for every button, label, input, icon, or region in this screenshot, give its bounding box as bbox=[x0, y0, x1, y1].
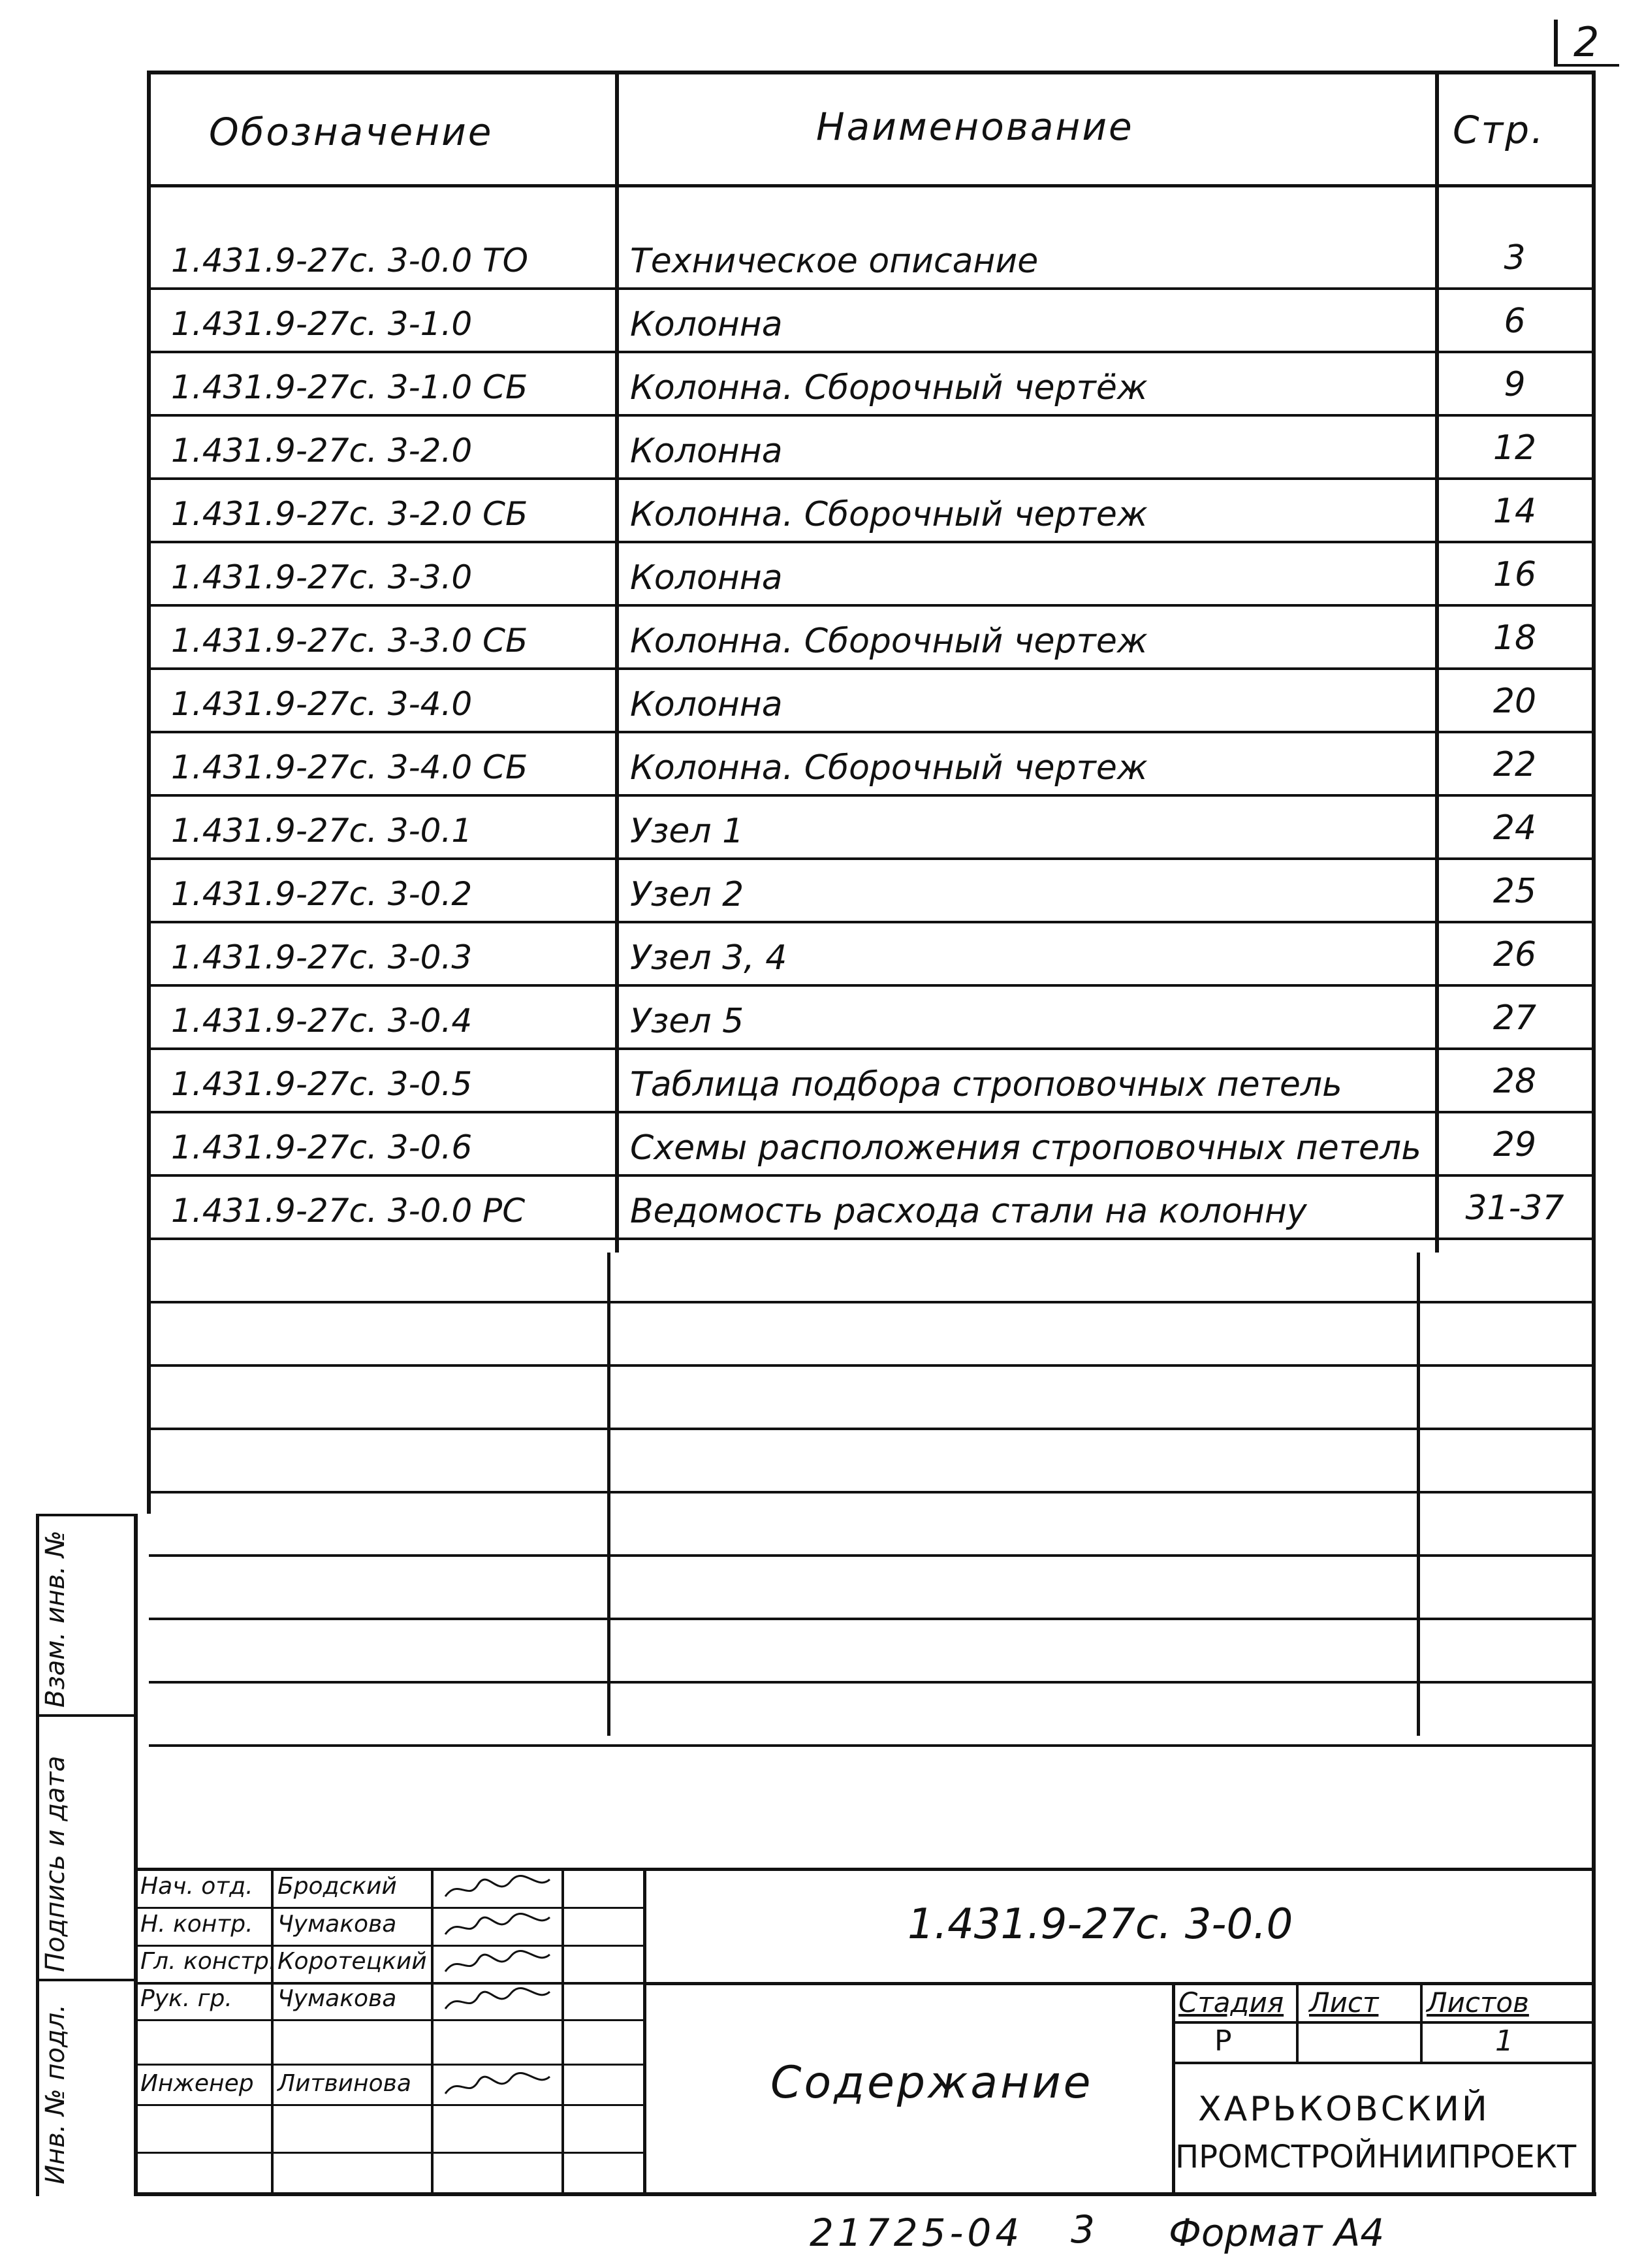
row-line bbox=[149, 1681, 1593, 1684]
sheets-label: Листов bbox=[1427, 1987, 1529, 2019]
row-line bbox=[149, 541, 1593, 543]
row-line bbox=[149, 984, 1593, 987]
document-code: 1.431.9-27с. 3-0.0 bbox=[908, 1900, 1293, 1949]
row-designation: 1.431.9-27с. 3-0.2 bbox=[171, 875, 473, 913]
row-name: Техническое описание bbox=[630, 242, 1039, 281]
row-page: 27 bbox=[1493, 998, 1537, 1038]
row-designation: 1.431.9-27с. 3-0.3 bbox=[171, 938, 473, 976]
row-page: 16 bbox=[1493, 555, 1537, 594]
row-name: Колонна. Сборочный чертеж bbox=[630, 495, 1148, 534]
signer-name: Бродский bbox=[277, 1873, 397, 1900]
row-line bbox=[149, 414, 1593, 417]
row-designation: 1.431.9-27с. 3-0.5 bbox=[171, 1065, 473, 1103]
sheet-label: Лист bbox=[1309, 1987, 1379, 2019]
row-name: Колонна. Сборочный чертеж bbox=[630, 748, 1148, 788]
row-page: 3 bbox=[1504, 238, 1526, 278]
row-designation: 1.431.9-27с. 3-0.0 ТО bbox=[171, 242, 528, 280]
row-line bbox=[149, 351, 1593, 353]
organization-line1: ХАРЬКОВСКИЙ bbox=[1198, 2090, 1490, 2129]
row-page: 12 bbox=[1493, 428, 1537, 468]
signature-mark bbox=[439, 1872, 556, 1904]
row-name: Узел 3, 4 bbox=[630, 938, 787, 978]
row-line bbox=[149, 667, 1593, 670]
row-line bbox=[149, 1047, 1593, 1050]
header-designation: Обозначение bbox=[209, 110, 494, 154]
signer-name: Литвинова bbox=[277, 2070, 411, 2097]
signature-mark bbox=[439, 1984, 556, 2017]
row-designation: 1.431.9-27с. 3-0.4 bbox=[171, 1002, 473, 1040]
row-page: 25 bbox=[1493, 872, 1537, 911]
row-page: 24 bbox=[1493, 808, 1537, 848]
row-line bbox=[149, 1174, 1593, 1177]
row-line bbox=[149, 1238, 1593, 1240]
footer-inventory: 21725-04 bbox=[810, 2211, 1024, 2255]
row-name: Схемы расположения строповочных петель bbox=[630, 1128, 1421, 1168]
row-line bbox=[149, 794, 1593, 797]
signer-role: Гл. констр. bbox=[140, 1948, 277, 1975]
row-line bbox=[149, 287, 1593, 290]
header-name: Наименование bbox=[816, 104, 1134, 149]
row-name: Колонна. Сборочный чертёж bbox=[630, 368, 1148, 407]
row-designation: 1.431.9-27с. 3-3.0 СБ bbox=[171, 622, 528, 660]
row-designation: 1.431.9-27с. 3-2.0 bbox=[171, 432, 473, 470]
row-name: Колонна bbox=[630, 558, 783, 598]
signature-mark bbox=[439, 2069, 556, 2101]
signature-mark bbox=[439, 1947, 556, 1979]
row-name: Колонна. Сборочный чертеж bbox=[630, 622, 1148, 661]
sheets-value: 1 bbox=[1495, 2024, 1513, 2058]
row-name: Узел 2 bbox=[630, 875, 744, 914]
row-line bbox=[149, 1301, 1593, 1303]
row-line bbox=[149, 1618, 1593, 1620]
stage-label: Стадия bbox=[1178, 1987, 1284, 2019]
row-line bbox=[149, 921, 1593, 923]
row-name: Колонна bbox=[630, 305, 783, 344]
row-designation: 1.431.9-27с. 3-4.0 СБ bbox=[171, 748, 528, 786]
row-page: 29 bbox=[1493, 1125, 1537, 1164]
row-page: 9 bbox=[1504, 365, 1526, 404]
signer-name: Чумакова bbox=[277, 1911, 397, 1938]
footer-copy: 3 bbox=[1071, 2207, 1095, 2252]
row-line bbox=[149, 857, 1593, 860]
row-designation: 1.431.9-27с. 3-4.0 bbox=[171, 685, 473, 723]
sheet-number: 2 bbox=[1573, 18, 1600, 66]
row-page: 6 bbox=[1504, 302, 1526, 341]
row-name: Ведомость расхода стали на колонну bbox=[630, 1192, 1307, 1231]
signer-role: Инженер bbox=[140, 2070, 254, 2097]
row-line bbox=[149, 1111, 1593, 1113]
row-line bbox=[149, 1428, 1593, 1430]
row-page: 14 bbox=[1493, 492, 1537, 531]
signer-name: Чумакова bbox=[277, 1985, 397, 2012]
row-page: 26 bbox=[1493, 935, 1537, 974]
row-name: Узел 1 bbox=[630, 812, 744, 851]
row-name: Узел 5 bbox=[630, 1002, 744, 1041]
footer-format: Формат А4 bbox=[1169, 2211, 1385, 2255]
row-line bbox=[149, 477, 1593, 480]
row-designation: 1.431.9-27с. 3-1.0 СБ bbox=[171, 368, 528, 406]
signer-role: Н. контр. bbox=[140, 1911, 253, 1938]
row-name: Таблица подбора строповочных петель bbox=[630, 1065, 1342, 1104]
label-signature-date: Подпись и дата bbox=[40, 1755, 71, 1972]
row-page: 28 bbox=[1493, 1062, 1537, 1101]
row-designation: 1.431.9-27с. 3-0.1 bbox=[171, 812, 473, 850]
row-name: Колонна bbox=[630, 432, 783, 471]
signature-mark bbox=[439, 1909, 556, 1942]
row-designation: 1.431.9-27с. 3-0.0 РС bbox=[171, 1192, 526, 1230]
label-inv-replaced: Взам. инв. № bbox=[40, 1530, 71, 1708]
header-page: Стр. bbox=[1453, 108, 1545, 152]
row-line bbox=[149, 1744, 1593, 1747]
row-line bbox=[149, 1554, 1593, 1557]
signer-role: Рук. гр. bbox=[140, 1985, 232, 2012]
signer-role: Нач. отд. bbox=[140, 1873, 253, 1900]
row-designation: 1.431.9-27с. 3-1.0 bbox=[171, 305, 473, 343]
stage-value: Р bbox=[1214, 2024, 1232, 2058]
document-title: Содержание bbox=[770, 2057, 1094, 2109]
row-page: 20 bbox=[1493, 682, 1537, 721]
row-page: 18 bbox=[1493, 618, 1537, 658]
row-designation: 1.431.9-27с. 3-0.6 bbox=[171, 1128, 473, 1166]
row-page: 31-37 bbox=[1465, 1189, 1564, 1228]
row-line bbox=[149, 1364, 1593, 1367]
row-page: 22 bbox=[1493, 745, 1537, 784]
row-line bbox=[149, 731, 1593, 733]
row-line bbox=[149, 1491, 1593, 1493]
row-designation: 1.431.9-27с. 3-2.0 СБ bbox=[171, 495, 528, 533]
row-name: Колонна bbox=[630, 685, 783, 724]
row-designation: 1.431.9-27с. 3-3.0 bbox=[171, 558, 473, 596]
signer-name: Коротецкий bbox=[277, 1948, 427, 1975]
organization-line2: ПРОМСТРОЙНИИПРОЕКТ bbox=[1175, 2139, 1577, 2175]
row-line bbox=[149, 604, 1593, 607]
label-inv-original: Инв. № подл. bbox=[40, 2004, 71, 2184]
